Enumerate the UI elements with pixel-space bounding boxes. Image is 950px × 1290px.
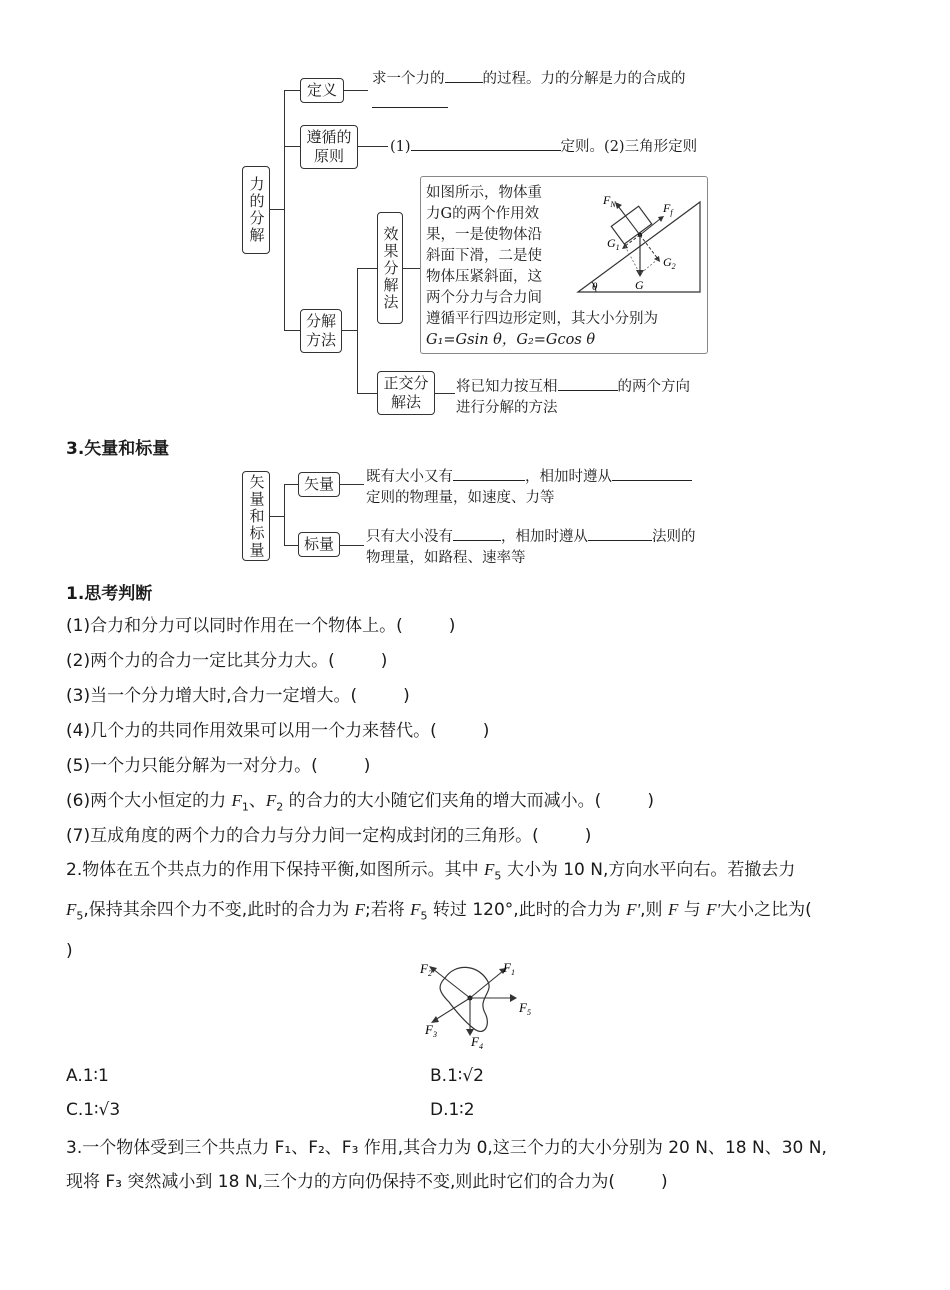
svg-text:F3: $F_3$ (425, 1022, 437, 1039)
svg-text:G1: $G_1$ (607, 236, 620, 252)
vector-text-2: 定则的物理量，如速度、力等 (366, 490, 555, 506)
judgment-heading: 1.思考判断 (66, 584, 153, 604)
svg-text:G2: $G_2$ (663, 255, 676, 271)
judgment-item-6: (6)两个大小恒定的力 $F_1$、$F_2$ 的合力的大小随它们夹角的增大而减小。( ) (66, 791, 654, 814)
scalar-box: 标量 (298, 532, 340, 557)
svg-text:F1: $F_1$ (503, 960, 515, 977)
principle-box: 遵循的原则 (300, 125, 358, 169)
scalar-text-2: 物理量，如路程、速率等 (366, 550, 526, 566)
definition-blank-2 (372, 92, 448, 108)
definition-text: 求一个力的 的过程。力的分解是力的合成的 (372, 67, 686, 90)
method-box: 分解方法 (300, 309, 342, 353)
judgment-item-7: (7)互成角度的两个力的合力与分力间一定构成封闭的三角形。( ) (66, 826, 592, 846)
root2-box: 矢量和标量 (242, 471, 270, 561)
vector-text: 既有大小又有 ，相加时遵从 (366, 465, 692, 488)
judgment-item-5: (5)一个力只能分解为一对分力。( ) (66, 756, 371, 776)
judgment-item-2: (2)两个力的合力一定比其分力大。( ) (66, 651, 388, 671)
judgment-item-4: (4)几个力的共同作用效果可以用一个力来替代。( ) (66, 721, 490, 741)
section-3-heading: 3.矢量和标量 (66, 439, 170, 459)
option-b[interactable]: B.1∶√2 (430, 1066, 484, 1086)
option-a[interactable]: A.1∶1 (66, 1066, 109, 1086)
definition-box: 定义 (300, 78, 344, 103)
option-c[interactable]: C.1∶√3 (66, 1100, 121, 1120)
judgment-item-1: (1)合力和分力可以同时作用在一个物体上。( ) (66, 616, 456, 636)
orthogonal-text: 将已知力按互相 的两个方向 (456, 375, 690, 398)
orthogonal-text-2: 进行分解的方法 (456, 400, 558, 416)
svg-text:F5: $F_5$ (519, 1000, 531, 1017)
svg-text:G: G (635, 278, 644, 292)
principle-text: (1) 定则。(2)三角形定则 (390, 135, 697, 158)
root-box: 力的分解 (242, 166, 270, 254)
orthogonal-method-box: 正交分解法 (377, 371, 435, 415)
svg-text:FN: $F_N$ (603, 193, 616, 209)
judgment-item-3: (3)当一个分力增大时,合力一定增大。( ) (66, 686, 410, 706)
incline-figure (570, 190, 705, 298)
effect-method-box: 效果分解法 (377, 212, 403, 324)
scalar-text: 只有大小没有 ，相加时遵从 法则的 (366, 525, 696, 548)
five-forces-figure (415, 958, 545, 1053)
effect-desc-lines: 如图所示，物体重 力G的两个作用效 果，一是使物体沿 斜面下滑，二是使 物体压紧斜面，这 两个分力与合力间 遵循平行四边形定则，其大小分别为 G₁=Gsin θ，G₂=Gcos θ (426, 185, 658, 348)
question-2: 2.物体在五个共点力的作用下保持平衡,如图所示。其中 $F_5$ 大小为 10 N,方向水平向右。若撤去力 $F_5$,保持其余四个力不变,此时的合力为 F;若将 $F_5$ 转过 120°,此时的合力为 F',则 F 与 F'大小之比为( ) (66, 860, 812, 961)
svg-text:Ff: $F_f$ (663, 201, 673, 217)
option-d[interactable]: D.1∶2 (430, 1100, 475, 1120)
question-3: 3.一个物体受到三个共点力 F₁、F₂、F₃ 作用,其合力为 0,这三个力的大小分别为 20 N、18 N、30 N, 现将 F₃ 突然减小到 18 N,三个力的方向仍保持不变,则此时它们的合力为( ) (66, 1138, 827, 1192)
svg-text:θ: θ (592, 281, 598, 293)
vector-box: 矢量 (298, 472, 340, 497)
svg-text:F4: $F_4$ (471, 1034, 483, 1051)
svg-text:F2: $F_2$ (420, 961, 432, 978)
